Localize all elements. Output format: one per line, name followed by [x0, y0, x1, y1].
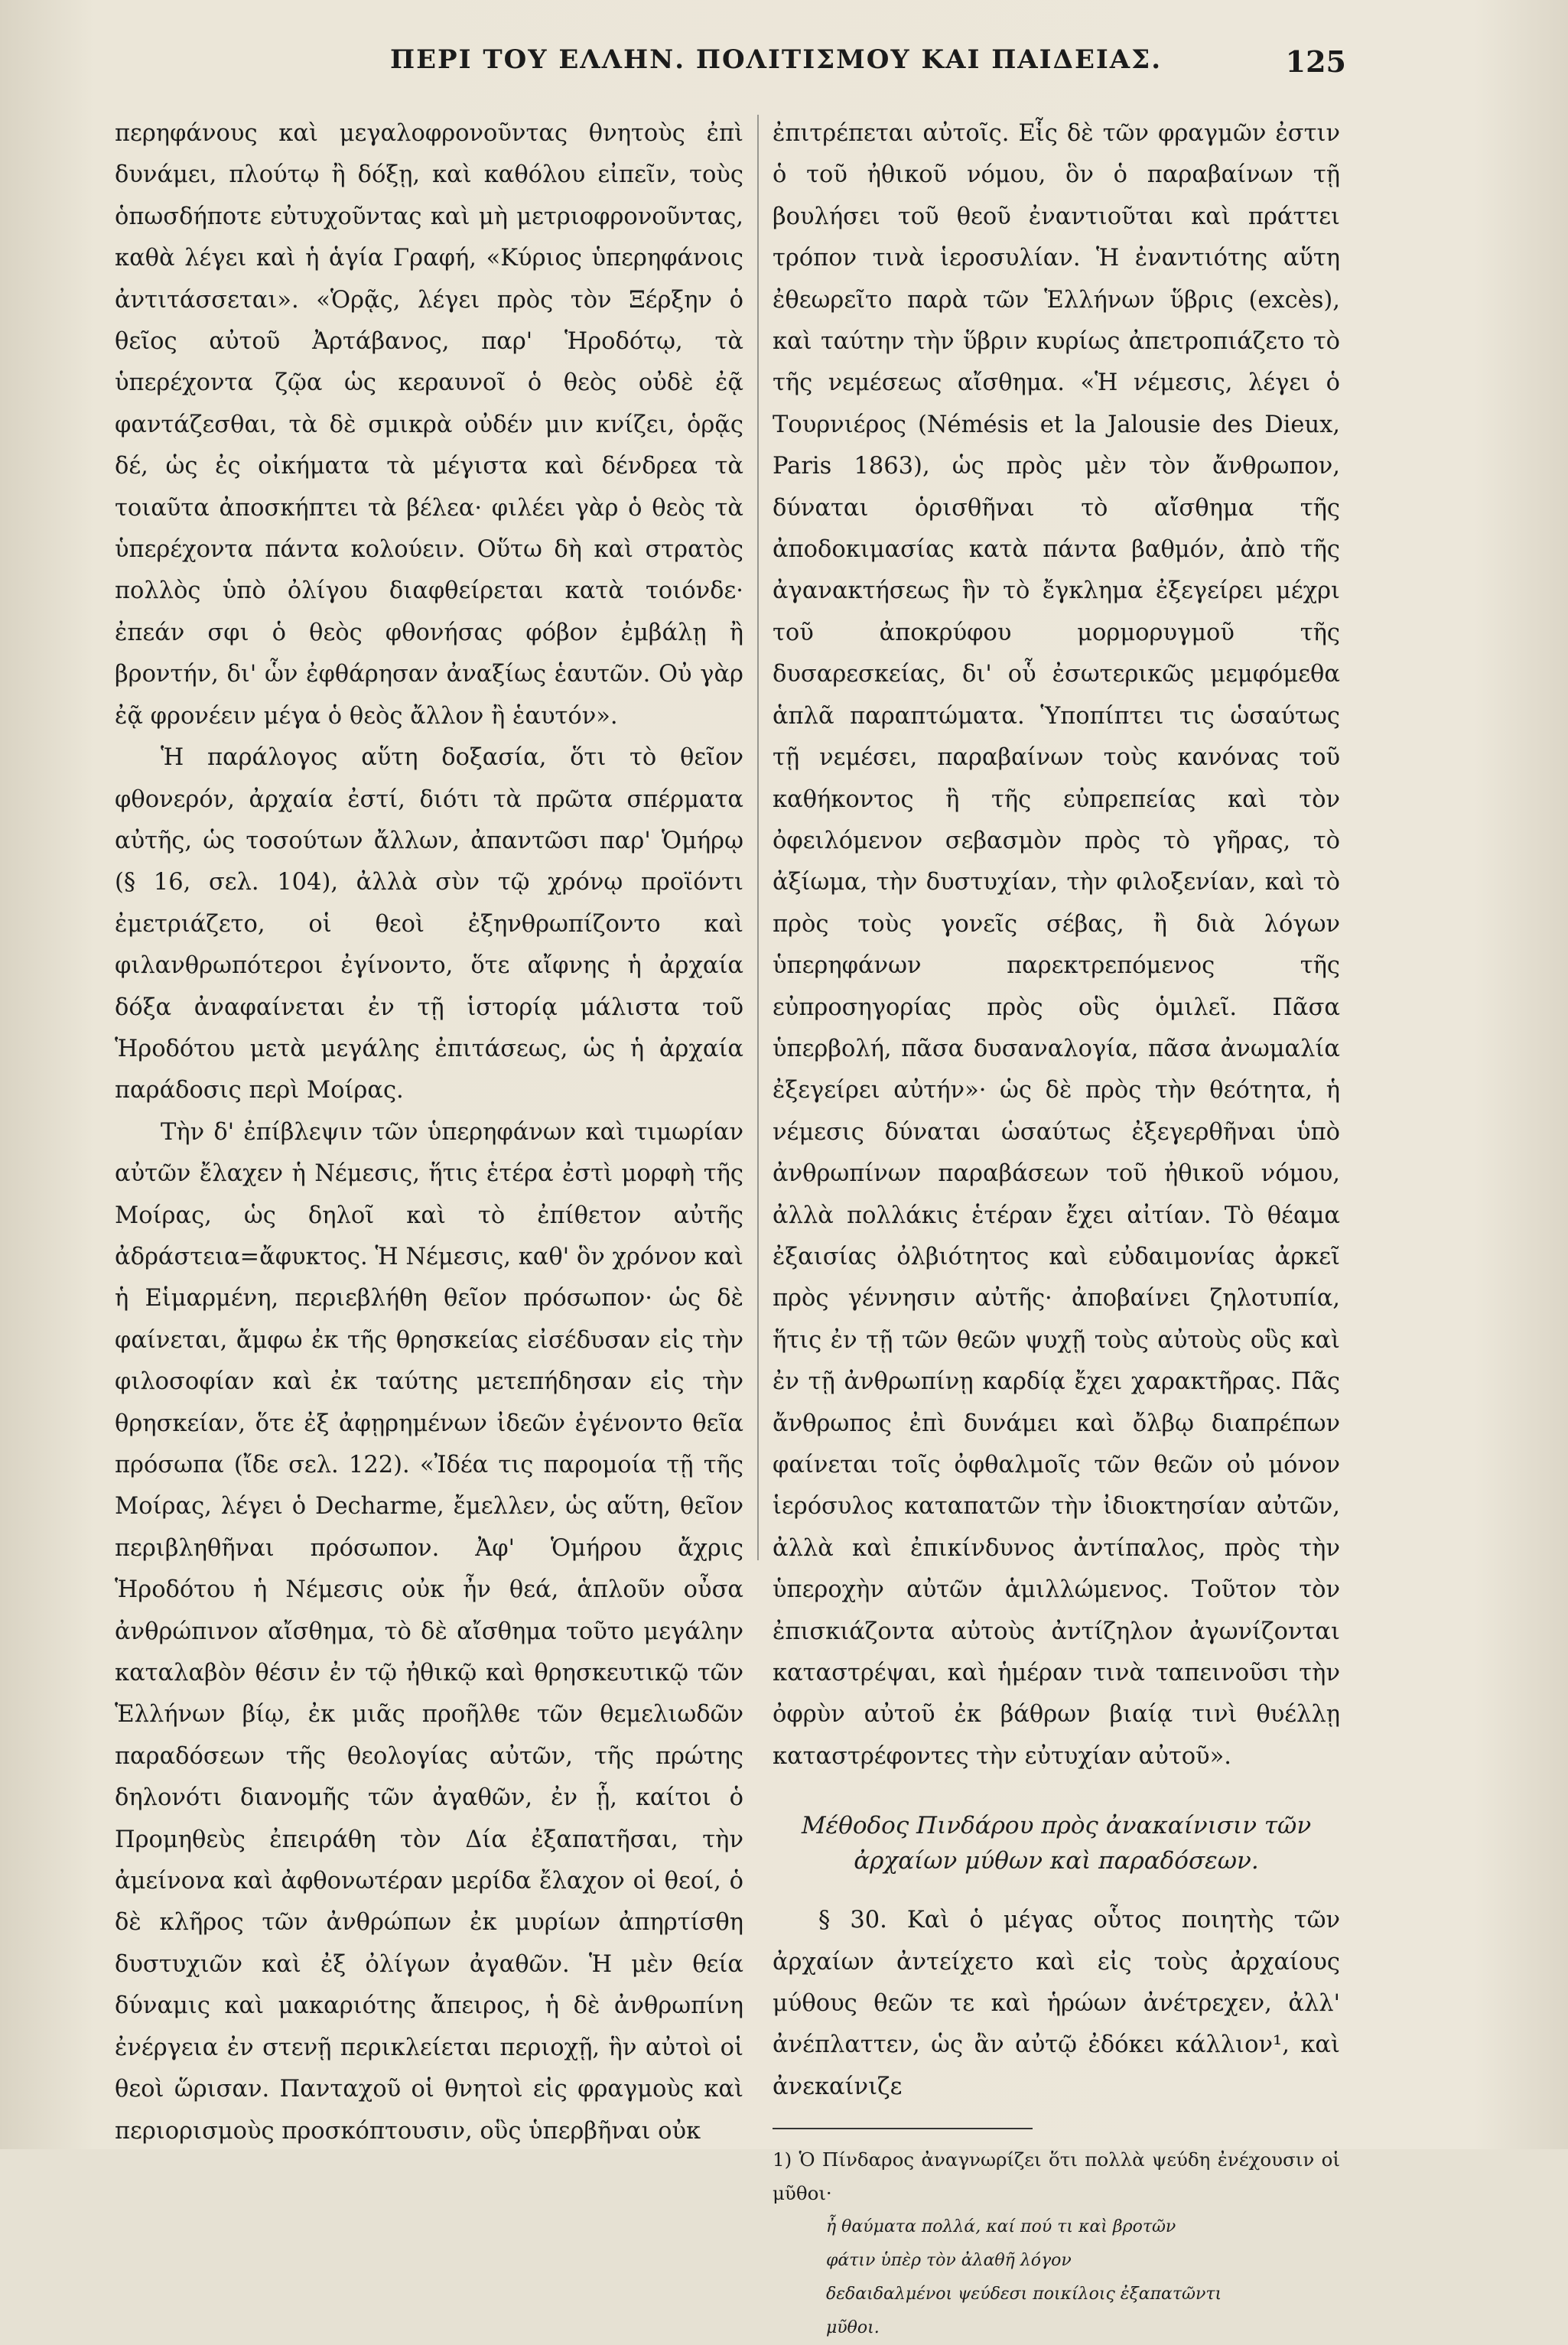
- page-header: [115, 44, 1346, 90]
- paragraph: περηφάνους καὶ μεγαλοφρονοῦντας θνητοὺς ἐπὶ δυνάμει, πλούτῳ ἢ δόξῃ, καὶ καθόλου εἰπεῖν, τοὺς ὁπωσδήποτε εὐτυχοῦντας καὶ μὴ μετριοφρονοῦντας, καθὰ λέγει καὶ ἡ ἁγία Γραφή, «Κύριος ὑπερηφάνοις ἀντιτάσσεται». «Ὁρᾷς, λέγει πρὸς τὸν Ξέρξην ὁ θεῖος αὐτοῦ Ἀρτάβανος, παρ' Ἡροδότῳ, τὰ ὑπερέχοντα ζῷα ὡς κεραυνοῖ ὁ θεὸς οὐδὲ ἐᾷ φαντάζεσθαι, τὰ δὲ σμικρὰ οὐδέν μιν κνίζει, ὁρᾷς δέ, ὡς ἐς οἰκήματα τὰ μέγιστα καὶ δένδρεα τὰ τοιαῦτα ἀποσκήπτει τὰ βέλεα· φιλέει γὰρ ὁ θεὸς τὰ ὑπερέχοντα πάντα κολούειν. Οὕτω δὴ καὶ στρατὸς πολλὸς ὑπὸ ὀλίγου διαφθείρεται κατὰ τοιόνδε· ἐπεάν σφι ὁ θεὸς φθονήσας φόβον ἐμβάλῃ ἢ βροντήν, δι' ὧν ἐφθάρησαν ἀναξίως ἑαυτῶν. Οὐ γὰρ ἐᾷ φρονέειν μέγα ὁ θεὸς ἄλλον ἢ ἑαυτόν».: [115, 120, 743, 730]
- footnote: [773, 2143, 1340, 2345]
- footnote-rule: [773, 2128, 1033, 2129]
- footnote-text: 1) Ὁ Πίνδαρος ἀναγνωρίζει ὅτι πολλὰ ψεύδη ἐνέχουσιν οἱ μῦθοι·: [773, 2148, 1340, 2205]
- paragraph: ἐπιτρέπεται αὐτοῖς. Εἷς δὲ τῶν φραγμῶν ἐστιν ὁ τοῦ ἠθικοῦ νόμου, ὃν ὁ παραβαίνων τῇ βουλήσει τοῦ θεοῦ ἐναντιοῦται καὶ πράττει τρόπον τινὰ ἱεροσυλίαν. Ἡ ἐναντιότης αὕτη ἐθεωρεῖτο παρὰ τῶν Ἑλλήνων ὕβρις (excès), καὶ ταύτην τὴν ὕβριν κυρίως ἀπετροπιάζετο τὸ τῆς νεμέσεως αἴσθημα. «Ἡ νέμεσις, λέγει ὁ Τουρνιέρος (Némésis et la Jalousie des Dieux, Paris 1863), ὡς πρὸς μὲν τὸν ἄνθρωπον, δύναται ὁρισθῆναι τὸ αἴσθημα τῆς ἀποδοκιμασίας κατὰ πάντα βαθμόν, ἀπὸ τῆς ἀγανακτήσεως ἣν τὸ ἔγκλημα ἐξεγείρει μέχρι τοῦ ἀποκρύφου μορμορυγμοῦ τῆς δυσαρεσκείας, δι' οὗ ἐσωτερικῶς μεμφόμεθα ἁπλᾶ παραπτώματα. Ὑποπίπτει τις ὡσαύτως τῇ νεμέσει, παραβαίνων τοὺς κανόνας τοῦ καθήκοντος ἢ τῆς εὐπρεπείας καὶ τὸν ὀφειλόμενον σεβασμὸν πρὸς τὸ γῆρας, τὸ ἀξίωμα, τὴν δυστυχίαν, τὴν φιλοξενίαν, καὶ τὸ πρὸς τοὺς γονεῖς σέβας, ἢ διὰ λόγων ὑπερηφάνων παρεκτρεπόμενος τῆς εὐπροσηγορίας πρὸς οὓς ὁμιλεῖ. Πᾶσα ὑπερβολή, πᾶσα δυσαναλογία, πᾶσα ἀνωμαλία ἐξεγείρει αὐτήν»· ὡς δὲ πρὸς τὴν θεότητα, ἡ νέμεσις δύναται ὡσαύτως ἐξεγερθῆναι ὑπὸ ἀνθρωπίνων παραβάσεων τοῦ ἠθικοῦ νόμου, ἀλλὰ πολλάκις ἑτέραν ἔχει αἰτίαν. Τὸ θέαμα ἐξαισίας ὀλβιότητος καὶ εὐδαιμονίας ἀρκεῖ πρὸς γέννησιν αὐτῆς· ἀποβαίνει ζηλοτυπία, ἥτις ἐν τῇ τῶν θεῶν ψυχῇ τοὺς αὐτοὺς οὓς καὶ ἐν τῇ ἀνθρωπίνῃ καρδίᾳ ἔχει χαρακτῆρας. Πᾶς ἄνθρωπος ἐπὶ δυνάμει καὶ ὄλβῳ διαπρέπων φαίνεται τοῖς ὀφθαλμοῖς τῶν θεῶν οὐ μόνον ἱερόσυλος καταπατῶν τὴν ἰδιοκτησίαν αὐτῶν, ἀλλὰ καὶ ἐπικίνδυνος ἀντίπαλος, πρὸς τὴν ὑπεροχὴν αὐτῶν ἁμιλλώμενος. Τοῦτον τὸν ἐπισκιάζοντα αὐτοὺς ἀντίζηλον ἀγωνίζονται καταστρέψαι, καὶ ἡμέραν τινὰ ταπεινοῦσι τὴν ὀφρὺν αὐτοῦ ἐκ βάθρων βιαίᾳ τινὶ θυέλλῃ καταστρέφοντες τὴν εὐτυχίαν αὐτοῦ».: [773, 120, 1340, 1770]
- left-column: [115, 113, 743, 2152]
- paragraph: Τὴν δ' ἐπίβλεψιν τῶν ὑπερηφάνων καὶ τιμωρίαν αὐτῶν ἔλαχεν ἡ Νέμεσις, ἥτις ἑτέρα ἐστὶ μορφὴ τῆς Μοίρας, ὡς δηλοῖ καὶ τὸ ἐπίθετον αὐτῆς ἀδράστεια=ἄφυκτος. Ἡ Νέμεσις, καθ' ὃν χρόνον καὶ ἡ Εἱμαρμένη, περιεβλήθη θεῖον πρόσωπον· ὡς δὲ φαίνεται, ἄμφω ἐκ τῆς θρησκείας εἰσέδυσαν εἰς τὴν φιλοσοφίαν καὶ ἐκ ταύτης μετεπήδησαν εἰς τὴν θρησκείαν, ὅτε ἐξ ἀφῃρημένων ἰδεῶν ἐγένοντο θεῖα πρόσωπα (ἴδε σελ. 122). «Ἰδέα τις παρομοία τῇ τῆς Μοίρας, λέγει ὁ Decharme, ἔμελλεν, ὡς αὕτη, θεῖον περιβληθῆναι πρόσωπον. Ἀφ' Ὁμήρου ἄχρις Ἡροδότου ἡ Νέμεσις οὐκ ἦν θεά, ἁπλοῦν οὖσα ἀνθρώπινον αἴσθημα, τὸ δὲ αἴσθημα τοῦτο μεγάλην καταλαβὸν θέσιν ἐν τῷ ἠθικῷ καὶ θρησκευτικῷ τῶν Ἑλλήνων βίῳ, ἐκ μιᾶς προῆλθε τῶν θεμελιωδῶν παραδόσεων τῆς θεολογίας αὐτῶν, τῆς πρώτης δηλονότι διανομῆς τῶν ἀγαθῶν, ἐν ᾗ, καίτοι ὁ Προμηθεὺς ἐπειράθη τὸν Δία ἐξαπατῆσαι, τὴν ἀμείνονα καὶ ἀφθονωτέραν μερίδα ἔλαχον οἱ θεοί, ὁ δὲ κλῆρος τῶν ἀνθρώπων ἐκ μυρίων ἀπηρτίσθη δυστυχιῶν καὶ ἐξ ὀλίγων ἀγαθῶν. Ἡ μὲν θεία δύναμις καὶ μακαριότης ἄπειρος, ἡ δὲ ἀνθρωπίνη ἐνέργεια ἐν στενῇ περικλείεται περιοχῇ, ἣν αὐτοὶ οἱ θεοὶ ὥρισαν. Πανταχοῦ οἱ θνητοὶ εἰς φραγμοὺς καὶ περιορισμοὺς προσκόπτουσιν, οὓς ὑπερβῆναι οὐκ: [115, 1118, 743, 2145]
- paragraph: Ἡ παράλογος αὕτη δοξασία, ὅτι τὸ θεῖον φθονερόν, ἀρχαία ἐστί, διότι τὰ πρῶτα σπέρματα αὐτῆς, ὡς τοσούτων ἄλλων, ἀπαντῶσι παρ' Ὁμήρῳ (§ 16, σελ. 104), ἀλλὰ σὺν τῷ χρόνῳ προϊόντι ἐμετριάζετο, οἱ θεοὶ ἐξηνθρωπίζοντο καὶ φιλανθρωπότεροι ἐγίνοντο, ὅτε αἴφνης ἡ ἀρχαία δόξα ἀναφαίνεται ἐν τῇ ἱστορίᾳ μάλιστα τοῦ Ἡροδότου μετὰ μεγάλης ἐπιτάσεως, ὡς ἡ ἀρχαία παράδοσις περὶ Μοίρας.: [115, 744, 743, 1104]
- paragraph: § 30. Καὶ ὁ μέγας οὗτος ποιητὴς τῶν ἀρχαίων ἀντείχετο καὶ εἰς τοὺς ἀρχαίους μύθους θεῶν τε καὶ ἡρώων ἀνέτρεχεν, ἀλλ' ἀνέπλαττεν, ὡς ἂν αὐτῷ ἐδόκει κάλλιον¹, καὶ ἀνεκαίνιζε: [773, 1907, 1340, 2100]
- footnote-quote-line: μῦθοι.: [826, 2318, 880, 2338]
- footnote-quote-line: φάτιν ὑπὲρ τὸν ἀλαθῆ λόγον: [826, 2251, 1072, 2271]
- footnote-quote-line: δεδαιδαλμένοι ψεύδεσι ποικίλοις ἐξαπατῶντι: [826, 2285, 1222, 2304]
- page-number: 125: [1285, 44, 1346, 79]
- footnote-quote-line: ἦ θαύματα πολλά, καί πού τι καὶ βροτῶν: [826, 2217, 1176, 2237]
- column-divider: [757, 115, 759, 1560]
- section-heading: Μέθοδος Πινδάρου πρὸς ἀνακαίνισιν τῶν ἀρχαίων μύθων καὶ παραδόσεων.: [801, 1812, 1312, 1875]
- running-title: ΠΕΡΙ ΤΟΥ ΕΛΛΗΝ. ΠΟΛΙΤΙΣΜΟΥ ΚΑΙ ΠΑΙΔΕΙΑΣ.: [390, 44, 1163, 75]
- right-column: [773, 113, 1340, 2345]
